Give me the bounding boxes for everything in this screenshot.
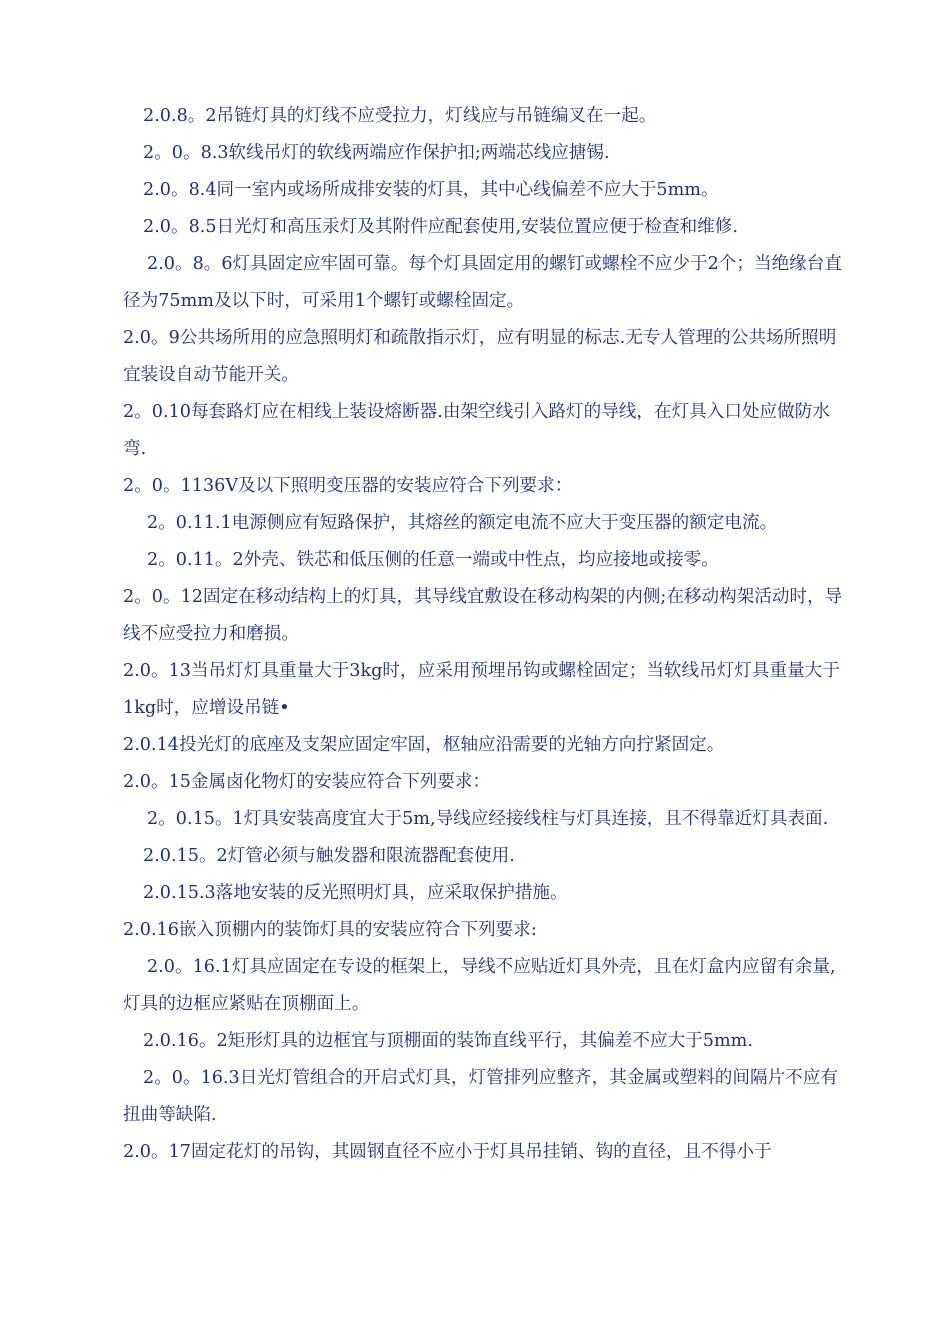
paragraph-2-0-11: 2。0。1136V及以下照明变压器的安装应符合下列要求： (123, 476, 573, 496)
paragraph-2-0-8-3: 2。0。8.3软线吊灯的软线两端应作保护扣;两端芯线应搪锡. (143, 143, 610, 163)
paragraph-2-0-9: 2.0。9公共场所用的应急照明灯和疏散指示灯，应有明显的标志.无专人管理的公共场所照明宜装设自动节能开关。 (123, 328, 837, 385)
paragraph-2-0-17: 2.0。17固定花灯的吊钩，其圆钢直径不应小于灯具吊挂销、钩的直径，且不得小于 (123, 1142, 772, 1162)
paragraph-2-0-16-3: 2。0。16.3日光灯管组合的开启式灯具，灯管排列应整齐，其金属或塑料的间隔片不应有扭曲等缺陷. (123, 1068, 838, 1125)
paragraph-2-0-16-2: 2.0.16。2矩形灯具的边框宜与顶棚面的装饰直线平行，其偏差不应大于5mm. (143, 1031, 753, 1051)
paragraph-2-0-16-1: 2.0。16.1灯具应固定在专设的框架上，导线不应贴近灯具外壳，且在灯盒内应留有余量,灯具的边框应紧贴在顶棚面上。 (123, 957, 836, 1014)
paragraph-2-0-15-2: 2.0.15。2灯管必须与触发器和限流器配套使用. (143, 846, 515, 866)
paragraph-2-0-15: 2.0。15金属卤化物灯的安装应符合下列要求： (123, 772, 491, 792)
paragraph-2-0-16: 2.0.16嵌入顶棚内的装饰灯具的安装应符合下列要求: (123, 920, 537, 940)
paragraph-2-0-8-2: 2.0.8。2吊链灯具的灯线不应受拉力，灯线应与吊链编叉在一起。 (143, 106, 657, 126)
paragraph-2-0-15-3: 2.0.15.3落地安装的反光照明灯具，应采取保护措施。 (143, 883, 568, 903)
paragraph-2-0-11-2: 2。0.11。2外壳、铁芯和低压侧的任意一端或中性点，均应接地或接零。 (147, 550, 719, 570)
paragraph-2-0-14: 2.0.14投光灯的底座及支架应固定牢固，枢轴应沿需要的光轴方向拧紧固定。 (123, 735, 725, 755)
paragraph-2-0-11-1: 2。0.11.1电源侧应有短路保护，其熔丝的额定电流不应大于变压器的额定电流。 (147, 513, 778, 533)
paragraph-2-0-10: 2。0.10每套路灯应在相线上装设熔断器.由架空线引入路灯的导线，在灯具入口处应做防水弯. (123, 402, 830, 459)
paragraph-2-0-13: 2.0。13当吊灯灯具重量大于3kg时，应采用预埋吊钩或螺栓固定；当软线吊灯灯具重量大于1kg时，应增设吊链• (123, 661, 840, 718)
paragraph-2-0-12: 2。0。12固定在移动结构上的灯具，其导线宜敷设在移动构架的内侧;在移动构架活动时，导线不应受拉力和磨损。 (123, 587, 843, 644)
paragraph-2-0-8-5: 2.0。8.5日光灯和高压汞灯及其附件应配套使用,安装位置应便于检查和维修. (143, 217, 738, 237)
paragraph-2-0-8-4: 2.0。8.4同一室内或场所成排安装的灯具，其中心线偏差不应大于5mm。 (143, 180, 719, 200)
document-body (123, 98, 845, 1171)
paragraph-2-0-8-6: 2.0。8。6灯具固定应牢固可靠。每个灯具固定用的螺钉或螺栓不应少于2个；当绝缘台直径为75mm及以下时，可采用1个螺钉或螺栓固定。 (123, 254, 842, 311)
paragraph-2-0-15-1: 2。0.15。1灯具安装高度宜大于5m,导线应经接线柱与灯具连接，且不得靠近灯具表面. (147, 809, 829, 829)
